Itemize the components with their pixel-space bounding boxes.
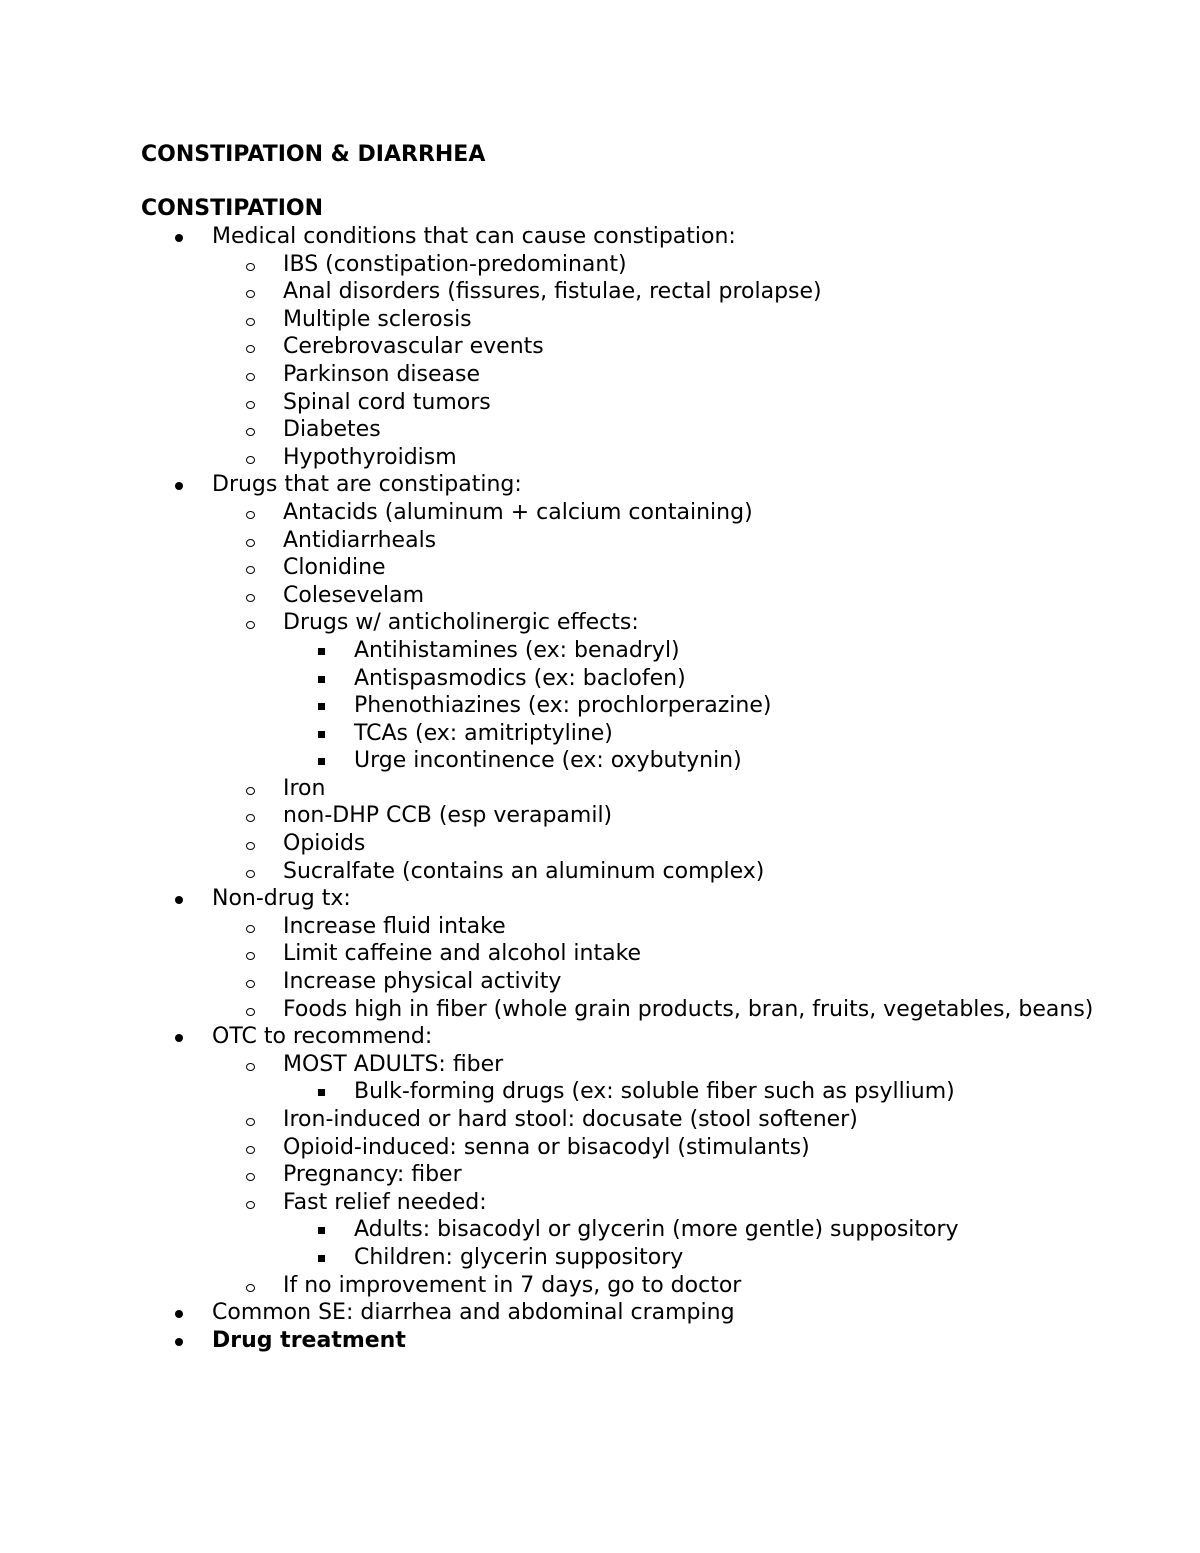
bullet-square-icon (318, 676, 325, 683)
bullet-circle-icon (246, 1008, 255, 1016)
list-item (212, 416, 1121, 444)
nested-list (283, 1078, 1121, 1106)
list-item (283, 1244, 1121, 1272)
bullet-circle-icon (246, 566, 255, 574)
list-item-text: Parkinson disease (283, 361, 481, 387)
bullet-dot-icon (175, 234, 183, 242)
list-item-text: Iron (283, 775, 326, 801)
list-item-text: Sucralfate (contains an aluminum complex) (283, 858, 765, 884)
nested-list (212, 1051, 1121, 1299)
list-item (283, 665, 1121, 693)
section-heading: CONSTIPATION (141, 196, 324, 221)
list-item (212, 968, 1121, 996)
list-item (212, 802, 1121, 830)
list-item (212, 389, 1121, 417)
list-item (212, 333, 1121, 361)
list-item (212, 1051, 1121, 1106)
list-item (212, 609, 1121, 775)
list-item (283, 1216, 1121, 1244)
list-item (212, 1189, 1121, 1272)
list-item (212, 527, 1121, 555)
list-item-text: TCAs (ex: amitriptyline) (354, 720, 613, 746)
list-item (212, 940, 1121, 968)
list-item-text: Antidiarrheals (283, 527, 437, 553)
list-item-text: Opioid-induced: senna or bisacodyl (stimulants) (283, 1134, 810, 1160)
bullet-circle-icon (246, 842, 255, 850)
nested-list (212, 499, 1121, 885)
bullet-circle-icon (246, 870, 255, 878)
list-item (212, 858, 1121, 886)
bullet-circle-icon (246, 787, 255, 795)
list-item-text: Clonidine (283, 555, 386, 581)
list-item (212, 278, 1121, 306)
bullet-circle-icon (246, 345, 255, 353)
list-item-text: If no improvement in 7 days, go to doctor (283, 1272, 742, 1298)
list-item-text: Antihistamines (ex: benadryl) (354, 637, 680, 663)
nested-list (283, 1216, 1121, 1271)
bullet-circle-icon (246, 594, 255, 602)
list-item (141, 223, 1121, 471)
bullet-square-icon (318, 758, 325, 765)
list-item-text: Common SE: diarrhea and abdominal cramping (212, 1300, 735, 1326)
list-item-text: Antispasmodics (ex: baclofen) (354, 665, 686, 691)
bullet-circle-icon (246, 1146, 255, 1154)
bullet-circle-icon (246, 814, 255, 822)
list-item (212, 913, 1121, 941)
bullet-circle-icon (246, 456, 255, 464)
list-item-text: Opioids (283, 831, 366, 857)
list-item (283, 720, 1121, 748)
list-item-text: Multiple sclerosis (283, 306, 472, 332)
list-item-text: Bulk-forming drugs (ex: soluble fiber such as psyllium) (354, 1079, 955, 1105)
list-item (283, 692, 1121, 720)
list-item (212, 996, 1121, 1024)
list-item-text: Adults: bisacodyl or glycerin (more gentle) suppository (354, 1217, 959, 1243)
bullet-square-icon (318, 1255, 325, 1262)
list-item-text: Pregnancy: fiber (283, 1162, 462, 1188)
list-item (212, 1106, 1121, 1134)
list-item (283, 747, 1121, 775)
list-item (212, 1272, 1121, 1300)
list-item (283, 637, 1121, 665)
bullet-circle-icon (246, 373, 255, 381)
list-item-text: Antacids (aluminum + calcium containing) (283, 499, 753, 525)
list-item-text: Drugs w/ anticholinergic effects: (283, 610, 639, 636)
list-item (141, 1023, 1121, 1299)
list-item-text: Phenothiazines (ex: prochlorperazine) (354, 693, 772, 719)
list-item-text: non-DHP CCB (esp verapamil) (283, 803, 613, 829)
bullet-square-icon (318, 1227, 325, 1234)
list-item-text: IBS (constipation-predominant) (283, 251, 627, 277)
list-item-text: Increase physical activity (283, 969, 562, 995)
list-item (212, 361, 1121, 389)
bullet-circle-icon (246, 621, 255, 629)
document-title: CONSTIPATION & DIARRHEA (141, 142, 486, 167)
list-item-text: Iron-induced or hard stool: docusate (stool softener) (283, 1107, 858, 1132)
bullet-dot-icon (175, 896, 183, 904)
list-item (212, 554, 1121, 582)
bullet-dot-icon (175, 1310, 183, 1318)
list-item (212, 444, 1121, 472)
list-item-text: Cerebrovascular events (283, 334, 544, 360)
bullet-dot-icon (175, 1034, 183, 1042)
list-item-text: Drug treatment (212, 1327, 406, 1353)
list-item (212, 251, 1121, 279)
list-item (212, 830, 1121, 858)
list-item-text: Drugs that are constipating: (212, 472, 522, 498)
list-item-text: Foods high in fiber (whole grain products, bran, fruits, vegetables, beans) (283, 996, 1094, 1022)
list-item (141, 885, 1121, 1023)
list-item-text: Urge incontinence (ex: oxybutynin) (354, 748, 742, 774)
bullet-square-icon (318, 731, 325, 738)
list-item (141, 1327, 1121, 1355)
bullet-circle-icon (246, 1284, 255, 1292)
list-item-text: Anal disorders (fissures, fistulae, rectal prolapse) (283, 279, 822, 305)
bullet-circle-icon (246, 539, 255, 547)
list-item-text: Colesevelam (283, 582, 425, 608)
bullet-circle-icon (246, 1173, 255, 1181)
list-item-text: Diabetes (283, 417, 381, 443)
list-item (212, 582, 1121, 610)
bullet-circle-icon (246, 263, 255, 271)
bullet-dot-icon (175, 482, 183, 490)
list-item (141, 471, 1121, 885)
list-item (212, 306, 1121, 334)
list-item (212, 1134, 1121, 1162)
bullet-square-icon (318, 648, 325, 655)
outline-list (141, 223, 1121, 1354)
bullet-circle-icon (246, 428, 255, 436)
bullet-dot-icon (175, 1338, 183, 1346)
bullet-circle-icon (246, 511, 255, 519)
list-item-text: Children: glycerin suppository (354, 1244, 684, 1270)
list-item-text: Increase fluid intake (283, 913, 506, 939)
list-item (212, 499, 1121, 527)
bullet-circle-icon (246, 1063, 255, 1071)
list-item-text: Medical conditions that can cause constipation: (212, 224, 736, 249)
list-item (212, 775, 1121, 803)
list-item-text: OTC to recommend: (212, 1024, 433, 1050)
list-item-text: MOST ADULTS: fiber (283, 1051, 504, 1077)
bullet-circle-icon (246, 925, 255, 933)
list-item-text: Fast relief needed: (283, 1189, 487, 1215)
list-item-text: Non-drug tx: (212, 886, 351, 912)
bullet-circle-icon (246, 1118, 255, 1126)
bullet-square-icon (318, 703, 325, 710)
list-item-text: Hypothyroidism (283, 444, 457, 470)
bullet-circle-icon (246, 318, 255, 326)
bullet-circle-icon (246, 290, 255, 298)
list-item (212, 1161, 1121, 1189)
bullet-square-icon (318, 1089, 325, 1096)
list-item (141, 1299, 1121, 1327)
list-item-text: Spinal cord tumors (283, 389, 491, 415)
bullet-circle-icon (246, 401, 255, 409)
bullet-circle-icon (246, 952, 255, 960)
list-item-text: Limit caffeine and alcohol intake (283, 941, 642, 967)
nested-list (283, 637, 1121, 775)
nested-list (212, 251, 1121, 472)
bullet-circle-icon (246, 1201, 255, 1209)
bullet-circle-icon (246, 980, 255, 988)
nested-list (212, 913, 1121, 1023)
list-item (283, 1078, 1121, 1106)
